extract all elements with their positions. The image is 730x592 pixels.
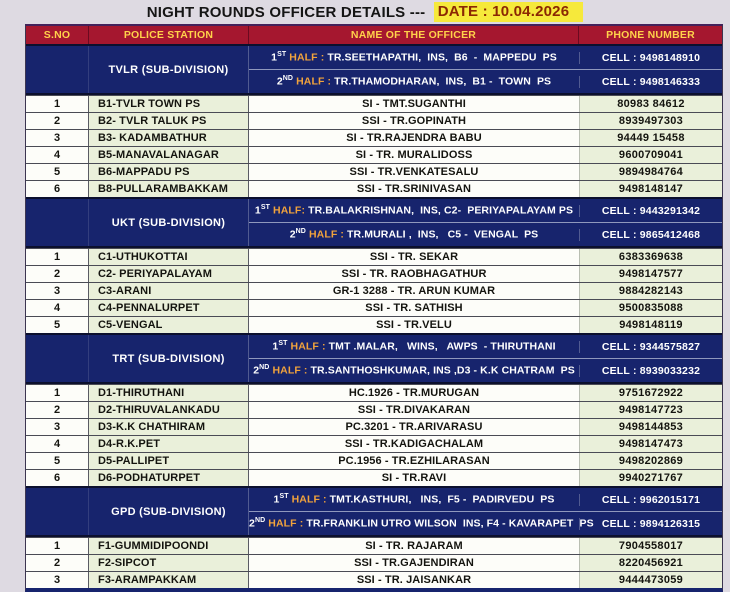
half-ordinal: ST xyxy=(279,493,289,501)
station-cell: D5-PALLIPET xyxy=(89,453,249,469)
table-row xyxy=(26,299,722,316)
half-officer-name: TR.BALAKRISHNAN, INS, C2- PERIYAPALAYAM PS xyxy=(308,204,574,217)
sno-cell: 4 xyxy=(26,300,89,316)
half-label: HALF: xyxy=(273,204,306,217)
phone-cell: 9498147577 xyxy=(579,266,722,282)
half-ordinal: ND xyxy=(254,517,266,525)
phone-cell: 8220456921 xyxy=(579,555,722,571)
half-officer-text xyxy=(249,228,579,241)
table-row xyxy=(26,163,722,180)
half-phone: CELL : 9443291342 xyxy=(579,205,722,217)
half-officer-name: TR.THAMODHARAN, INS, B1 - TOWN PS xyxy=(334,75,552,88)
half-ordinal: ST xyxy=(278,340,288,348)
col-header-phone: PHONE NUMBER xyxy=(606,29,695,41)
officer-cell: SSI - TR. RAOBHAGATHUR xyxy=(249,266,579,282)
phone-cell: 9751672922 xyxy=(579,385,722,401)
phone-cell: 9498147473 xyxy=(579,436,722,452)
phone-cell: 9940271767 xyxy=(579,470,722,486)
first-half-line xyxy=(249,335,722,358)
half-phone: CELL : 8939033232 xyxy=(579,365,722,377)
station-cell: C3-ARANI xyxy=(89,283,249,299)
half-number: 2 xyxy=(289,228,296,241)
date-highlight: DATE : 10.04.2026 xyxy=(434,2,584,22)
table-row xyxy=(26,248,722,265)
station-cell: B5-MANAVALANAGAR xyxy=(89,147,249,163)
phone-cell: 9498148147 xyxy=(579,181,722,197)
half-label: HALF : xyxy=(308,228,344,241)
sno-cell: 5 xyxy=(26,164,89,180)
table-row xyxy=(26,316,722,333)
sno-cell: 5 xyxy=(26,317,89,333)
half-phone: CELL : 9865412468 xyxy=(579,229,722,241)
sno-cell: 1 xyxy=(26,385,89,401)
half-label: HALF : xyxy=(289,51,325,64)
station-cell: B1-TVLR TOWN PS xyxy=(89,96,249,112)
sno-cell: 6 xyxy=(26,470,89,486)
station-cell: F2-SIPCOT xyxy=(89,555,249,571)
subdivision-name: UKT (SUB-DIVISION) xyxy=(89,199,249,246)
sno-cell: 5 xyxy=(26,453,89,469)
sno-cell: 3 xyxy=(26,130,89,146)
half-label: HALF : xyxy=(296,75,332,88)
subdivision-row xyxy=(26,44,722,95)
half-number: 2 xyxy=(276,75,283,88)
table-row xyxy=(26,452,722,469)
sno-cell: 1 xyxy=(26,538,89,554)
subdivision-name: TRT (SUB-DIVISION) xyxy=(89,335,249,382)
station-cell: C1-UTHUKOTTAI xyxy=(89,249,249,265)
subdivision-row xyxy=(26,197,722,248)
phone-cell: 7904558017 xyxy=(579,538,722,554)
second-half-line xyxy=(249,511,722,535)
half-number: 1 xyxy=(273,493,280,506)
station-cell: D4-R.K.PET xyxy=(89,436,249,452)
half-ordinal: ND xyxy=(259,364,270,372)
officer-cell: SSI - TR. JAISANKAR xyxy=(249,572,579,588)
station-cell: D2-THIRUVALANKADU xyxy=(89,402,249,418)
subdivision-halves xyxy=(249,488,722,535)
second-half-line xyxy=(249,358,722,382)
station-cell: B3- KADAMBATHUR xyxy=(89,130,249,146)
table-row xyxy=(26,537,722,554)
phone-cell: 9884282143 xyxy=(579,283,722,299)
station-cell: C4-PENNALURPET xyxy=(89,300,249,316)
half-officer-text xyxy=(249,364,579,377)
station-cell: C5-VENGAL xyxy=(89,317,249,333)
page-title xyxy=(0,0,730,24)
officer-cell: HC.1926 - TR.MURUGAN xyxy=(249,385,579,401)
table-row xyxy=(26,129,722,146)
half-officer-name: TMT.KASTHURI, INS, F5 - PADIRVEDU PS xyxy=(329,493,555,506)
subdivision-row xyxy=(26,333,722,384)
officer-cell: SSI - TR.SRINIVASAN xyxy=(249,181,579,197)
half-label: HALF : xyxy=(291,493,327,506)
sno-cell: 6 xyxy=(26,181,89,197)
half-officer-text xyxy=(249,51,579,64)
half-label: HALF : xyxy=(272,364,308,377)
sno-cell: 3 xyxy=(26,572,89,588)
subdivision-row xyxy=(26,486,722,537)
half-ordinal: ND xyxy=(295,228,306,236)
second-half-line xyxy=(249,222,722,246)
officer-cell: SI - TR.RAVI xyxy=(249,470,579,486)
half-officer-name: TR.FRANKLIN UTRO WILSON INS, F4 - KAVARAPET PS xyxy=(306,517,594,530)
subdivision-halves xyxy=(249,199,722,246)
table-row xyxy=(26,418,722,435)
officer-cell: SI - TMT.SUGANTHI xyxy=(249,96,579,112)
officer-cell: SSI - TR. SEKAR xyxy=(249,249,579,265)
subdivision-sno-spacer xyxy=(26,488,89,535)
second-half-line xyxy=(249,69,722,93)
subdivision-name: GPD (SUB-DIVISION) xyxy=(89,488,249,535)
table-row xyxy=(26,265,722,282)
sno-cell: 2 xyxy=(26,402,89,418)
subdivision-sno-spacer xyxy=(26,46,89,93)
phone-cell: 6383369638 xyxy=(579,249,722,265)
col-header-sno: S.NO xyxy=(26,26,89,44)
station-cell: B6-MAPPADU PS xyxy=(89,164,249,180)
half-officer-name: TR.SANTHOSHKUMAR, INS ,D3 - K.K CHATRAM PS xyxy=(310,364,575,377)
station-cell: F1-GUMMIDIPOONDI xyxy=(89,538,249,554)
sno-cell: 1 xyxy=(26,96,89,112)
station-cell: D6-PODHATURPET xyxy=(89,470,249,486)
col-header-station: POLICE STATION xyxy=(89,26,249,44)
half-officer-text xyxy=(249,517,594,530)
station-cell: C2- PERIYAPALAYAM xyxy=(89,266,249,282)
station-cell: D1-THIRUTHANI xyxy=(89,385,249,401)
half-phone: CELL : 9962015171 xyxy=(579,494,722,506)
sno-cell: 3 xyxy=(26,283,89,299)
table-row xyxy=(26,554,722,571)
sno-cell: 1 xyxy=(26,249,89,265)
station-cell: B2- TVLR TALUK PS xyxy=(89,113,249,129)
subdivision-sno-spacer xyxy=(26,199,89,246)
station-cell: D3-K.K CHATHIRAM xyxy=(89,419,249,435)
half-officer-name: TMT .MALAR, WINS, AWPS - THIRUTHANI xyxy=(328,340,556,353)
half-officer-text xyxy=(249,340,579,353)
table-body xyxy=(26,44,722,588)
phone-cell: 9498202869 xyxy=(579,453,722,469)
officer-cell: PC.1956 - TR.EZHILARASAN xyxy=(249,453,579,469)
table-row xyxy=(26,384,722,401)
officer-cell: PC.3201 - TR.ARIVARASU xyxy=(249,419,579,435)
station-cell: B8-PULLARAMBAKKAM xyxy=(89,181,249,197)
sno-cell: 2 xyxy=(26,113,89,129)
first-half-line xyxy=(249,199,722,222)
phone-cell: 9444473059 xyxy=(579,572,722,588)
officer-cell: SSI - TR.KADIGACHALAM xyxy=(249,436,579,452)
half-officer-text xyxy=(249,204,579,217)
officer-cell: SSI - TR.GOPINATH xyxy=(249,113,579,129)
officer-cell: SSI - TR.VENKATESALU xyxy=(249,164,579,180)
half-ordinal: ND xyxy=(282,75,294,83)
phone-cell: 94449 15458 xyxy=(579,130,722,146)
table-row xyxy=(26,282,722,299)
table-row xyxy=(26,401,722,418)
half-number: 2 xyxy=(253,364,260,377)
half-officer-name: TR.SEETHAPATHI, INS, B6 - MAPPEDU PS xyxy=(327,51,557,64)
half-phone: CELL : 9344575827 xyxy=(579,341,722,353)
officer-table xyxy=(25,24,723,592)
table-row xyxy=(26,95,722,112)
phone-cell: 9498148119 xyxy=(579,317,722,333)
station-cell: F3-ARAMPAKKAM xyxy=(89,572,249,588)
first-half-line xyxy=(249,46,722,69)
officer-cell: SI - TR. RAJARAM xyxy=(249,538,579,554)
sno-cell: 2 xyxy=(26,266,89,282)
half-officer-text xyxy=(249,75,579,88)
officer-cell: SSI - TR. SATHISH xyxy=(249,300,579,316)
subdivision-halves xyxy=(249,335,722,382)
officer-cell: SSI - TR.VELU xyxy=(249,317,579,333)
half-ordinal: ST xyxy=(260,204,271,212)
half-officer-text xyxy=(249,493,579,506)
phone-cell: 9498144853 xyxy=(579,419,722,435)
subdivision-name: TVLR (SUB-DIVISION) xyxy=(89,46,249,93)
half-phone: CELL : 9894126315 xyxy=(579,518,722,530)
table-header-row xyxy=(26,26,722,44)
table-row xyxy=(26,469,722,486)
phone-cell: 9500835088 xyxy=(579,300,722,316)
phone-cell: 9498147723 xyxy=(579,402,722,418)
sno-cell: 4 xyxy=(26,436,89,452)
table-row xyxy=(26,180,722,197)
phone-cell: 9600709041 xyxy=(579,147,722,163)
subdivision-halves xyxy=(249,46,722,93)
sno-cell: 4 xyxy=(26,147,89,163)
half-ordinal: ST xyxy=(277,51,287,59)
half-phone: CELL : 9498146333 xyxy=(579,76,722,88)
half-phone: CELL : 9498148910 xyxy=(579,52,722,64)
half-label: HALF : xyxy=(268,517,304,530)
officer-cell: SSI - TR.GAJENDIRAN xyxy=(249,555,579,571)
table-row xyxy=(26,112,722,129)
officer-cell: SI - TR. MURALIDOSS xyxy=(249,147,579,163)
phone-cell: 9894984764 xyxy=(579,164,722,180)
half-label: HALF : xyxy=(290,340,326,353)
officer-cell: GR-1 3288 - TR. ARUN KUMAR xyxy=(249,283,579,299)
title-text: NIGHT ROUNDS OFFICER DETAILS --- xyxy=(146,3,430,21)
phone-cell: 80983 84612 xyxy=(579,96,722,112)
sno-cell: 3 xyxy=(26,419,89,435)
table-row xyxy=(26,435,722,452)
half-number: 2 xyxy=(249,517,255,530)
half-number: 1 xyxy=(254,204,261,217)
phone-cell: 8939497303 xyxy=(579,113,722,129)
half-number: 1 xyxy=(271,51,278,64)
half-number: 1 xyxy=(272,340,279,353)
col-header-officer: NAME OF THE OFFICER xyxy=(249,26,579,44)
officer-cell: SSI - TR.DIVAKARAN xyxy=(249,402,579,418)
half-officer-name: TR.MURALI , INS, C5 - VENGAL PS xyxy=(347,228,539,241)
table-row xyxy=(26,146,722,163)
first-half-line xyxy=(249,488,722,511)
subdivision-sno-spacer xyxy=(26,335,89,382)
sno-cell: 2 xyxy=(26,555,89,571)
officer-cell: SI - TR.RAJENDRA BABU xyxy=(249,130,579,146)
table-row xyxy=(26,571,722,588)
